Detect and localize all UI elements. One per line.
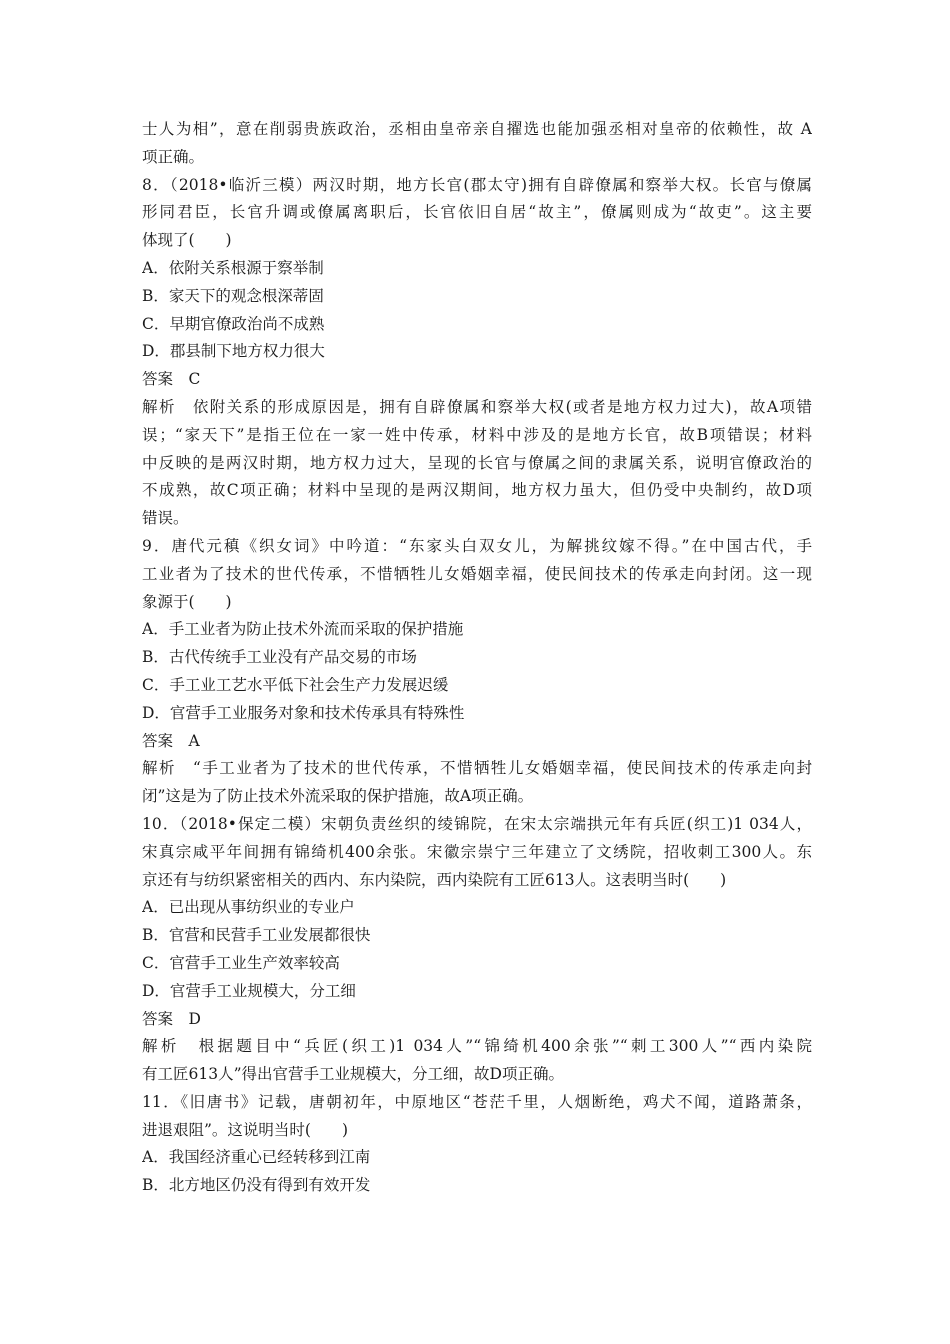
question-8-option-b: B．家天下的观念根深蒂固 xyxy=(142,286,324,305)
question-9-option-a: A．手工业者为防止技术外流而采取的保护措施 xyxy=(142,620,464,639)
page-content xyxy=(142,116,812,1200)
text-line: 士人为相”，意在削弱贵族政治，丞相由皇帝亲自擢选也能加强丞相对皇帝的依赖性，故 A xyxy=(142,120,812,138)
question-10-option-d: D．官营手工业规模大，分工细 xyxy=(142,981,356,1000)
question-8-analysis: 不成熟，故C项正确；材料中呈现的是两汉期间，地方权力虽大，但仍受中央制约，故D项 xyxy=(142,481,812,500)
question-8-option-d: D．郡县制下地方权力很大 xyxy=(142,342,325,361)
question-8-analysis: 误；“家天下”是指王位在一家一姓中传承，材料中涉及的是地方长官，故B项错误；材料 xyxy=(142,425,812,444)
question-9-option-c: C．手工业工艺水平低下社会生产力发展迟缓 xyxy=(142,675,449,694)
question-9-option-d: D．官营手工业服务对象和技术传承具有特殊性 xyxy=(142,703,465,722)
question-9-stem: 象源于( ) xyxy=(142,592,232,611)
question-8-analysis: 错误。 xyxy=(142,509,189,528)
question-9-analysis: 解析 “手工业者为了技术的世代传承，不惜牺牲儿女婚姻幸福，使民间技术的传承走向封 xyxy=(142,759,812,778)
question-10-stem: 宋真宗咸平年间拥有锦绮机400余张。宋徽宗崇宁三年建立了文绣院，招收刺工300人。东 xyxy=(142,842,812,861)
question-8-stem: 形同君臣，长官升调或僚属离职后，长官依旧自居“故主”，僚属则成为“故吏”。这主要 xyxy=(142,203,812,222)
question-11-stem: 11．《旧唐书》记载，唐朝初年，中原地区“苍茫千里，人烟断绝，鸡犬不闻，道路萧条， xyxy=(142,1092,812,1111)
question-8-analysis: 中反映的是两汉时期，地方权力过大，呈现的长官与僚属之间的隶属关系，说明官僚政治的 xyxy=(142,453,812,472)
question-8-option-a: A．依附关系根源于察举制 xyxy=(142,258,324,277)
question-10-option-a: A．已出现从事纺织业的专业户 xyxy=(142,898,355,917)
question-9-stem: 工业者为了技术的世代传承，不惜牺牲儿女婚姻幸福，使民间技术的传承走向封闭。这一现 xyxy=(142,564,812,583)
question-10-analysis: 解析 根据题目中“兵匠(织工)1 034人”“锦绮机400余张”“刺工300人”“西内染院 xyxy=(142,1037,812,1056)
question-11-option-a: A．我国经济重心已经转移到江南 xyxy=(142,1148,371,1167)
question-10-option-c: C．官营手工业生产效率较高 xyxy=(142,953,340,972)
question-10-stem: 10．（2018•保定二模）宋朝负责丝织的绫锦院，在宋太宗端拱元年有兵匠(织工)1 034人， xyxy=(142,814,812,833)
question-9-answer: 答案 A xyxy=(142,731,200,750)
question-8-option-c: C．早期官僚政治尚不成熟 xyxy=(142,314,325,333)
text-line: 项正确。 xyxy=(142,147,205,166)
question-9-option-b: B．古代传统手工业没有产品交易的市场 xyxy=(142,648,417,667)
question-8-stem: 体现了( ) xyxy=(142,231,232,250)
question-10-stem: 京还有与纺织紧密相关的西内、东内染院，西内染院有工匠613人。这表明当时( ) xyxy=(142,870,727,889)
question-9-stem: 9．唐代元稹《织女词》中吟道：“东家头白双女儿，为解挑纹嫁不得。”在中国古代，手 xyxy=(142,536,812,555)
question-10-answer: 答案 D xyxy=(142,1009,201,1028)
question-10-option-b: B．官营和民营手工业发展都很快 xyxy=(142,926,371,945)
question-8-stem: 8．（2018•临沂三模）两汉时期，地方长官(郡太守)拥有自辟僚属和察举大权。长官与僚属 xyxy=(142,175,812,194)
question-11-stem: 进退艰阻”。这说明当时( ) xyxy=(142,1120,349,1139)
question-9-analysis: 闭”这是为了防止技术外流采取的保护措施，故A项正确。 xyxy=(142,787,534,806)
question-8-analysis: 解析 依附关系的形成原因是，拥有自辟僚属和察举大权(或者是地方权力过大)，故A项错 xyxy=(142,397,812,416)
question-10-analysis: 有工匠613人”得出官营手工业规模大，分工细，故D项正确。 xyxy=(142,1065,564,1084)
question-11-option-b: B．北方地区仍没有得到有效开发 xyxy=(142,1176,371,1195)
question-8-answer: 答案 C xyxy=(142,370,201,389)
